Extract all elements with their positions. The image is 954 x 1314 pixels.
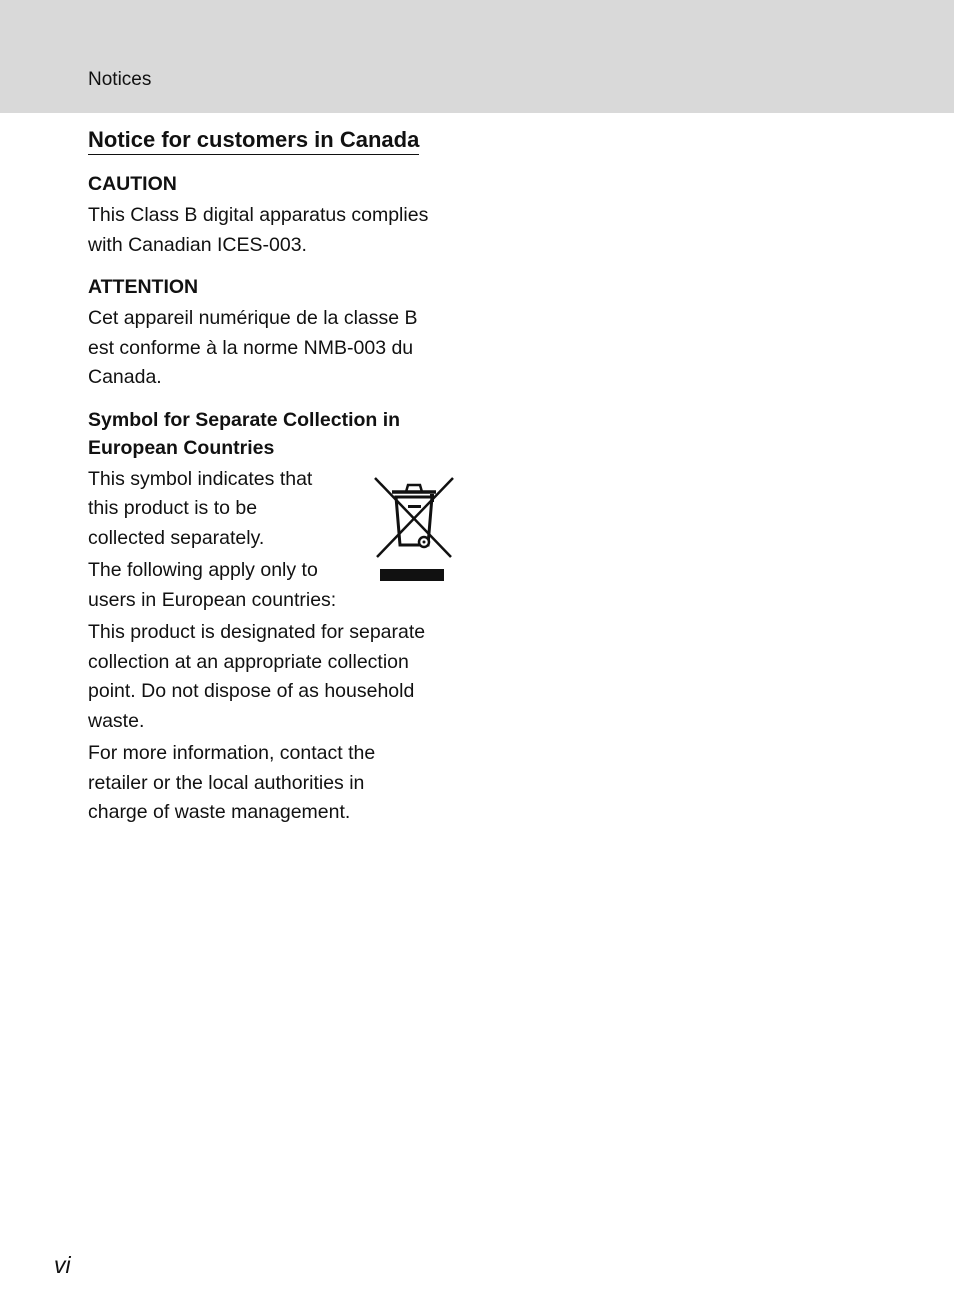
weee-designated-line: collection at an appropriate collection bbox=[88, 650, 409, 673]
attention-line: Cet appareil numérique de la classe B bbox=[88, 307, 418, 329]
section-title: Notice for customers in Canada bbox=[88, 126, 419, 155]
weee-contact-line: retailer or the local authorities in bbox=[88, 771, 365, 794]
weee-contact-line: charge of waste management. bbox=[88, 801, 351, 823]
weee-intro-line: This symbol indicates that bbox=[88, 467, 313, 490]
weee-heading-line: Symbol for Separate Collection in bbox=[88, 408, 401, 431]
weee-block bbox=[88, 465, 458, 616]
crossed-out-wheelie-bin-icon bbox=[372, 473, 456, 581]
weee-text bbox=[88, 465, 368, 616]
weee-heading bbox=[88, 406, 458, 462]
weee-heading-line: European Countries bbox=[88, 436, 275, 459]
weee-contact bbox=[88, 739, 458, 828]
weee-contact-line: For more information, contact the bbox=[88, 742, 376, 764]
caution-text bbox=[88, 201, 458, 260]
page-content bbox=[88, 126, 458, 828]
attention-line: Canada. bbox=[88, 366, 162, 388]
weee-designated-line: This product is designated for separate bbox=[88, 621, 426, 643]
caution-heading: CAUTION bbox=[88, 173, 177, 195]
page-number: vi bbox=[54, 1252, 71, 1278]
header-band bbox=[0, 0, 954, 113]
weee-intro-line: this product is to be bbox=[88, 497, 258, 519]
caution-line: with Canadian ICES-003. bbox=[88, 233, 307, 256]
attention-line: est conforme à la norme NMB-003 du bbox=[88, 336, 414, 359]
caution-line: This Class B digital apparatus complies bbox=[88, 204, 429, 226]
weee-intro-line: collected separately. bbox=[88, 526, 265, 549]
weee-designated-line: point. Do not dispose of as household bbox=[88, 680, 415, 702]
weee-intro bbox=[88, 465, 368, 554]
weee-designated bbox=[88, 618, 458, 736]
attention-heading: ATTENTION bbox=[88, 276, 199, 298]
attention-text bbox=[88, 304, 458, 393]
weee-apply-line: users in European countries: bbox=[88, 588, 337, 611]
header-title: Notices bbox=[88, 69, 152, 90]
weee-apply bbox=[88, 556, 368, 615]
weee-designated-line: waste. bbox=[88, 709, 145, 732]
weee-apply-line: The following apply only to bbox=[88, 559, 318, 581]
